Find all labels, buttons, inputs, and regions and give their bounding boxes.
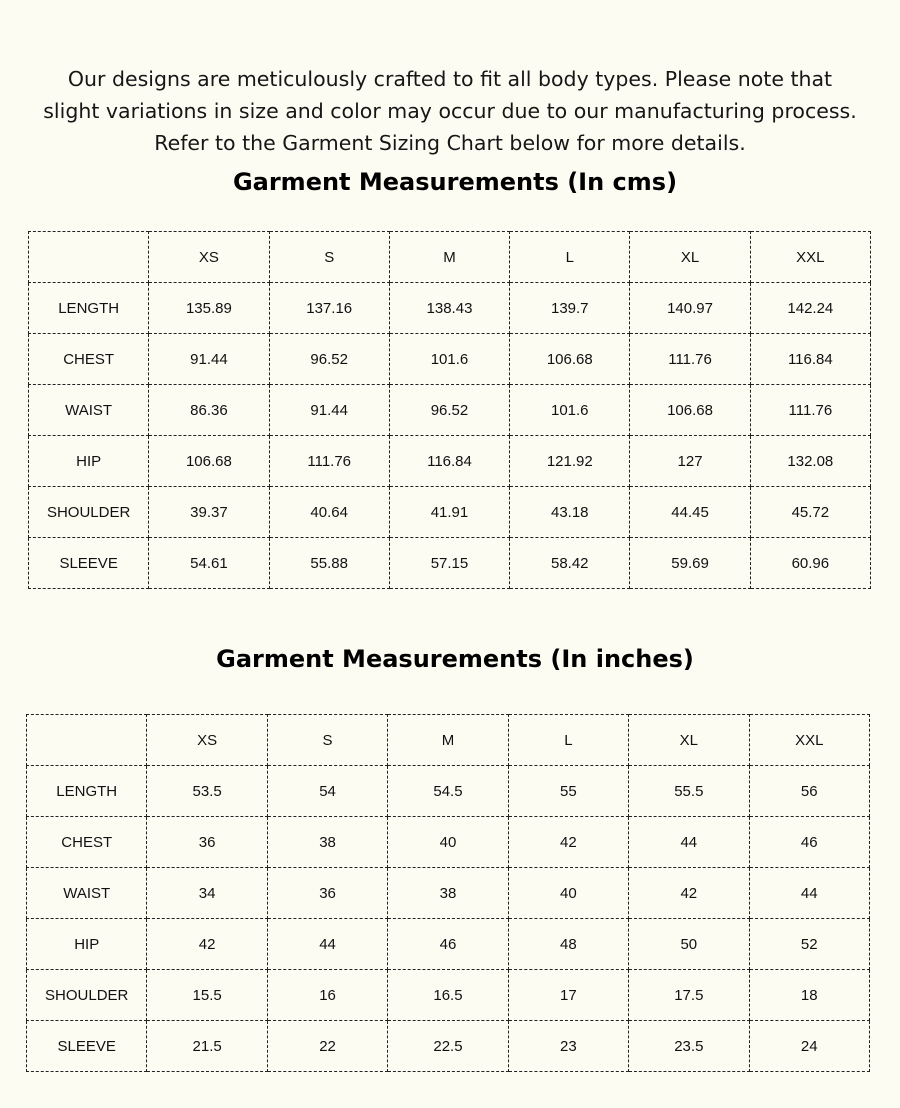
table-cell: 16.5 [388, 970, 508, 1021]
table-row [27, 766, 870, 817]
row-label: HIP [27, 919, 147, 970]
table-cell: 17.5 [629, 970, 749, 1021]
table-header-row [27, 715, 870, 766]
row-label: CHEST [27, 817, 147, 868]
table-cell: 121.92 [510, 436, 630, 487]
intro-paragraph: Our designs are meticulously crafted to fit all body types. Please note that slight variations in size and color may occur due to our manufacturing process. Refer to the Garment Sizing Chart below for more details. [43, 66, 857, 155]
table-cell: 45.72 [750, 487, 870, 538]
table-cell: 42 [629, 868, 749, 919]
table-cell: 56 [749, 766, 869, 817]
header-cell: M [388, 715, 508, 766]
table-cell: 44 [629, 817, 749, 868]
table-cell: 58.42 [510, 538, 630, 589]
header-cell: XS [147, 715, 267, 766]
table-cell: 46 [749, 817, 869, 868]
table-cell: 111.76 [269, 436, 389, 487]
table-cell: 21.5 [147, 1021, 267, 1072]
table-cell: 60.96 [750, 538, 870, 589]
table-cell: 40 [508, 868, 628, 919]
table-cell: 17 [508, 970, 628, 1021]
table-cell: 23 [508, 1021, 628, 1072]
cm-table-title: Garment Measurements (In cms) [232, 168, 678, 196]
table-cell: 42 [147, 919, 267, 970]
header-cell: L [510, 232, 630, 283]
row-label: LENGTH [29, 283, 149, 334]
table-cell: 36 [267, 868, 387, 919]
header-cell: XXL [749, 715, 869, 766]
header-cell: XL [630, 232, 750, 283]
row-label: CHEST [29, 334, 149, 385]
table-cell: 137.16 [269, 283, 389, 334]
row-label: LENGTH [27, 766, 147, 817]
table-row [29, 385, 871, 436]
table-cell: 91.44 [269, 385, 389, 436]
table-cell: 96.52 [269, 334, 389, 385]
table-row [29, 334, 871, 385]
table-cell: 127 [630, 436, 750, 487]
table-cell: 55.88 [269, 538, 389, 589]
table-row [29, 436, 871, 487]
table-cell: 142.24 [750, 283, 870, 334]
table-cell: 91.44 [149, 334, 269, 385]
table-cell: 40.64 [269, 487, 389, 538]
table-row [27, 1021, 870, 1072]
table-cell: 140.97 [630, 283, 750, 334]
table-cell: 111.76 [750, 385, 870, 436]
table-cell: 43.18 [510, 487, 630, 538]
header-cell: XL [629, 715, 749, 766]
inch-table-title: Garment Measurements (In inches) [216, 645, 694, 673]
table-cell: 132.08 [750, 436, 870, 487]
table-cell: 38 [267, 817, 387, 868]
table-cell: 46 [388, 919, 508, 970]
table-cell: 135.89 [149, 283, 269, 334]
table-cell: 18 [749, 970, 869, 1021]
table-cell: 57.15 [389, 538, 509, 589]
table-row [29, 283, 871, 334]
table-cell: 138.43 [389, 283, 509, 334]
table-cell: 44.45 [630, 487, 750, 538]
table-row [29, 487, 871, 538]
table-cell: 38 [388, 868, 508, 919]
table-row [27, 970, 870, 1021]
table-cell: 106.68 [149, 436, 269, 487]
row-label: HIP [29, 436, 149, 487]
table-cell: 111.76 [630, 334, 750, 385]
row-label: WAIST [29, 385, 149, 436]
header-cell: L [508, 715, 628, 766]
table-cell: 23.5 [629, 1021, 749, 1072]
table-cell: 54.61 [149, 538, 269, 589]
table-cell: 48 [508, 919, 628, 970]
table-cell: 101.6 [389, 334, 509, 385]
table-cell: 96.52 [389, 385, 509, 436]
header-cell [29, 232, 149, 283]
table-cell: 54.5 [388, 766, 508, 817]
header-cell [27, 715, 147, 766]
size-chart-inch-table [26, 714, 870, 1072]
table-row [27, 817, 870, 868]
table-cell: 106.68 [630, 385, 750, 436]
table-cell: 116.84 [389, 436, 509, 487]
table-cell: 22 [267, 1021, 387, 1072]
table-cell: 34 [147, 868, 267, 919]
table-cell: 16 [267, 970, 387, 1021]
table-row [29, 538, 871, 589]
table-cell: 40 [388, 817, 508, 868]
table-cell: 39.37 [149, 487, 269, 538]
table-cell: 59.69 [630, 538, 750, 589]
row-label: SHOULDER [29, 487, 149, 538]
table-cell: 106.68 [510, 334, 630, 385]
table-cell: 101.6 [510, 385, 630, 436]
table-cell: 116.84 [750, 334, 870, 385]
table-cell: 36 [147, 817, 267, 868]
table-cell: 54 [267, 766, 387, 817]
row-label: SLEEVE [27, 1021, 147, 1072]
row-label: SHOULDER [27, 970, 147, 1021]
table-cell: 42 [508, 817, 628, 868]
header-cell: S [267, 715, 387, 766]
row-label: SLEEVE [29, 538, 149, 589]
table-cell: 55 [508, 766, 628, 817]
size-chart-cm-table [28, 231, 871, 589]
row-label: WAIST [27, 868, 147, 919]
table-cell: 44 [749, 868, 869, 919]
table-cell: 55.5 [629, 766, 749, 817]
table-header-row [29, 232, 871, 283]
table-cell: 86.36 [149, 385, 269, 436]
table-row [27, 919, 870, 970]
header-cell: XXL [750, 232, 870, 283]
table-cell: 50 [629, 919, 749, 970]
table-row [27, 868, 870, 919]
table-cell: 53.5 [147, 766, 267, 817]
table-cell: 139.7 [510, 283, 630, 334]
header-cell: M [389, 232, 509, 283]
header-cell: S [269, 232, 389, 283]
table-cell: 24 [749, 1021, 869, 1072]
table-cell: 41.91 [389, 487, 509, 538]
table-cell: 44 [267, 919, 387, 970]
table-cell: 22.5 [388, 1021, 508, 1072]
header-cell: XS [149, 232, 269, 283]
table-cell: 52 [749, 919, 869, 970]
table-cell: 15.5 [147, 970, 267, 1021]
